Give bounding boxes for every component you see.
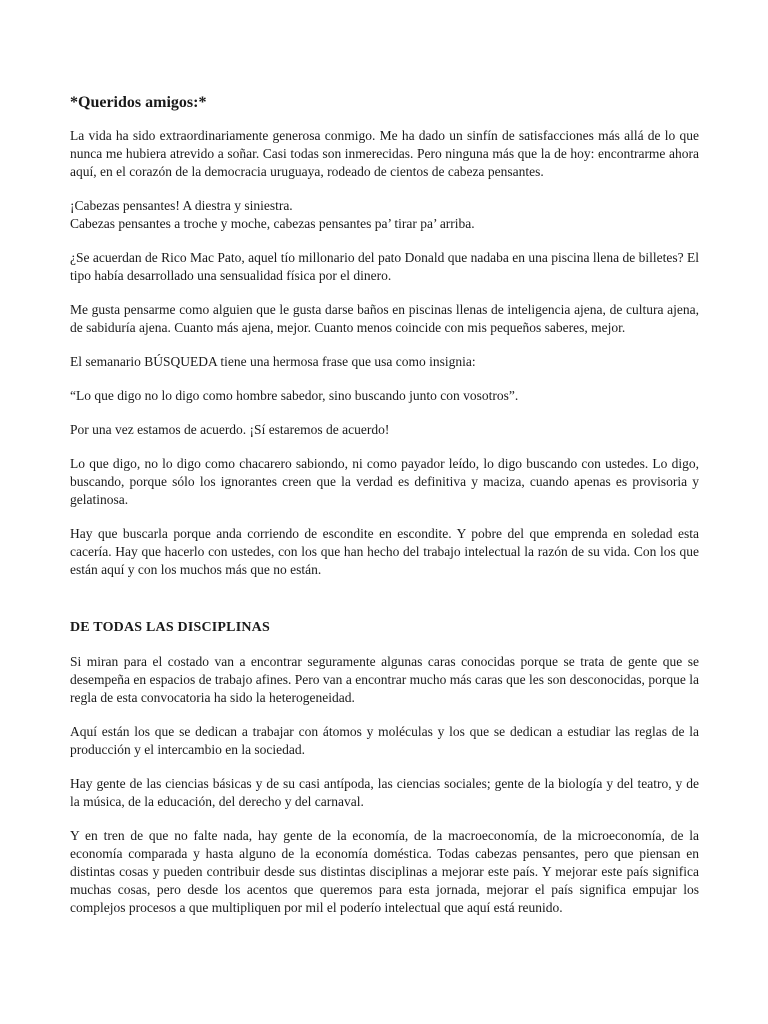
paragraph-economia: Y en tren de que no falte nada, hay gente de la economía, de la macroeconomía, de la microeconomía, de la economía comparada y hasta alguno de la economía doméstica. Todas cabezas pensantes, pero que piensan en distintas cosas y pueden contribuir desde sus distintas disciplinas a mejorar este país. Y mejorar este país significa muchas cosas, pero desde los acentos que queremos para esta jornada, mejorar el país significa empujar los complejos procesos a que multipliquen por mil el poderío intelectual que aquí está reunido. [70, 828, 699, 915]
paragraph-cabezas-2: Cabezas pensantes a troche y moche, cabezas pensantes pa’ tirar pa’ arriba. [70, 216, 475, 231]
paragraph-acuerdo: Por una vez estamos de acuerdo. ¡Sí estaremos de acuerdo! [70, 422, 390, 437]
paragraph-intro: La vida ha sido extraordinariamente generosa conmigo. Me ha dado un sinfín de satisfacciones más allá de lo que nunca me hubiera atrevido a soñar. Casi todas son inmerecidas. Pero ninguna más que la de hoy: encontrarme ahora aquí, en el corazón de la democracia uruguaya, rodeado de cientos de cabeza pensantes. [70, 128, 699, 179]
paragraph-buscarla: Hay que buscarla porque anda corriendo de escondite en escondite. Y pobre del que emprenda en soledad esta cacería. Hay que hacerlo con ustedes, con los que han hecho del trabajo intelectual la razón de su vida. Con los que están aquí y con los muchos más que no están. [70, 526, 699, 577]
section-heading: DE TODAS LAS DISCIPLINAS [70, 620, 270, 635]
paragraph-costado: Si miran para el costado van a encontrar seguramente algunas caras conocidas porque se trata de gente que se desempeña en espacios de trabajo afines. Pero van a encontrar mucho más caras que les son desconocidas, porque la regla de esta convocatoria ha sido la heterogeneidad. [70, 654, 699, 705]
paragraph-cabezas-1: ¡Cabezas pensantes! A diestra y siniestra. [70, 198, 293, 213]
paragraph-piscinas: Me gusta pensarme como alguien que le gusta darse baños en piscinas llenas de inteligencia ajena, de cultura ajena, de sabiduría ajena. Cuanto más ajena, mejor. Cuanto menos coincide con mis pequeños saberes, mejor. [70, 302, 699, 335]
paragraph-busqueda: El semanario BÚSQUEDA tiene una hermosa frase que usa como insignia: [70, 354, 476, 369]
document-body [70, 93, 699, 933]
paragraph-rico-mac-pato: ¿Se acuerdan de Rico Mac Pato, aquel tío millonario del pato Donald que nadaba en una piscina llena de billetes? El tipo había desarrollado una sensualidad física por el dinero. [70, 250, 699, 283]
paragraph-atomos: Aquí están los que se dedican a trabajar con átomos y moléculas y los que se dedican a estudiar las reglas de la producción y el intercambio en la sociedad. [70, 724, 699, 757]
paragraph-quote: “Lo que digo no lo digo como hombre sabedor, sino buscando junto con vosotros”. [70, 388, 519, 403]
letter-salutation: *Queridos amigos:* [70, 94, 207, 111]
paragraph-lo-que-digo: Lo que digo, no lo digo como chacarero sabiondo, ni como payador leído, lo digo buscando con ustedes. Lo digo, buscando, porque sólo los ignorantes creen que la verdad es definitiva y maciza, cuando apenas es provisoria y gelatinosa. [70, 456, 699, 507]
paragraph-ciencias: Hay gente de las ciencias básicas y de su casi antípoda, las ciencias sociales; gente de la biología y del teatro, y de la música, de la educación, del derecho y del carnaval. [70, 776, 699, 809]
